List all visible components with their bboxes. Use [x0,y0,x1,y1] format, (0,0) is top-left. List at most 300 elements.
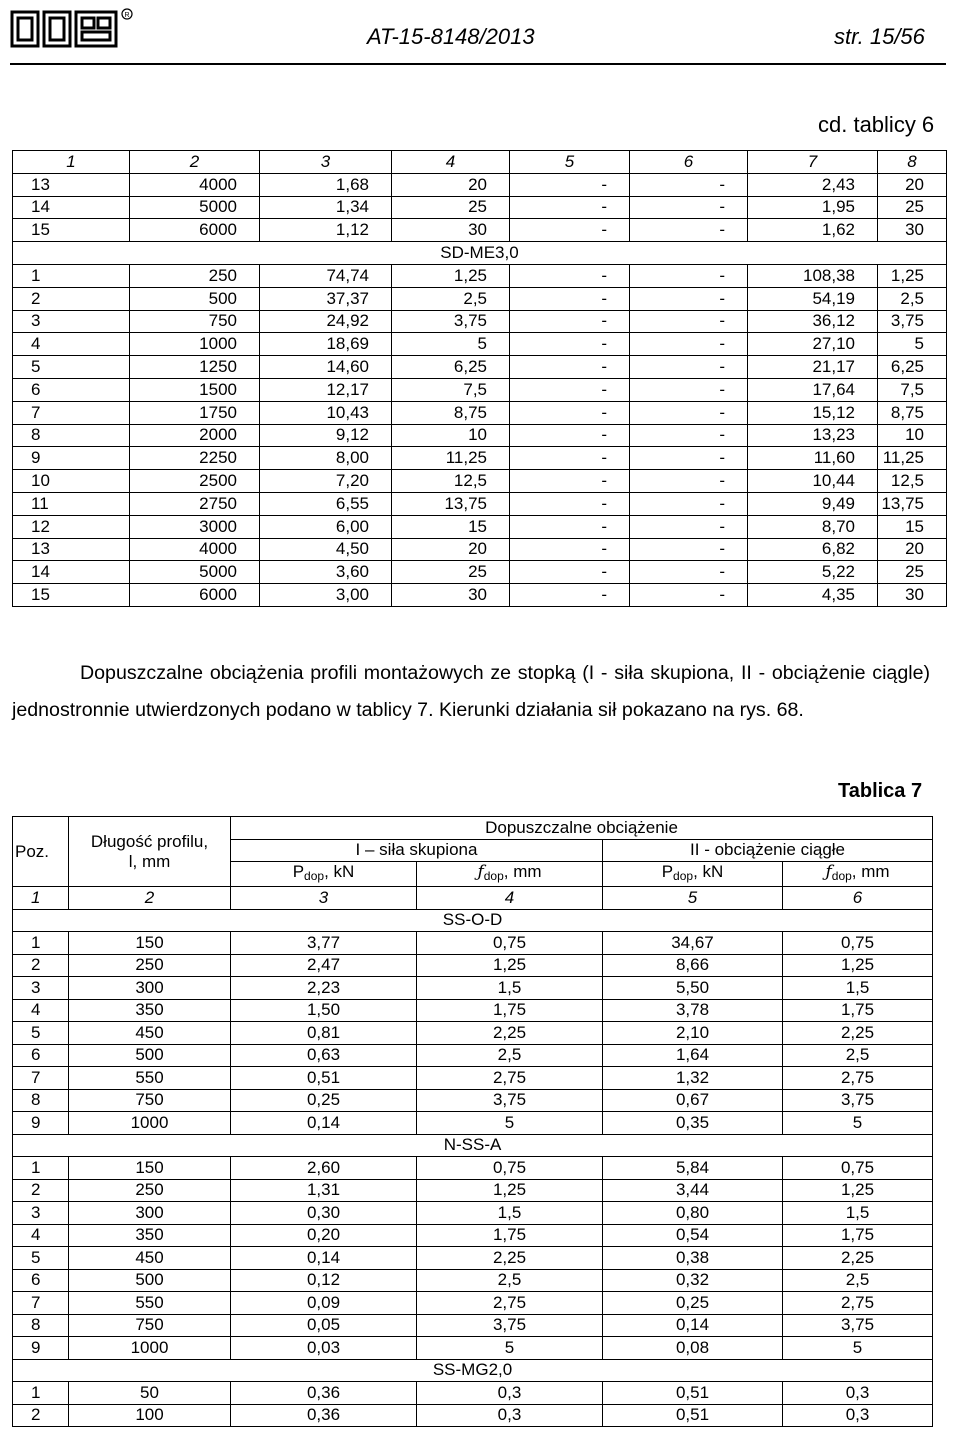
table-cell: 13,75 [392,492,510,515]
table-cell: 1 [13,1382,69,1405]
table-cell: 20 [392,538,510,561]
table-cell: 2,75 [783,1067,933,1090]
table-cell: 0,75 [783,1157,933,1180]
column-number: 6 [630,151,748,174]
section-row [13,909,933,932]
table-cell: 100 [69,1404,231,1427]
section-row [13,1359,933,1382]
table-cell: 8,75 [392,401,510,424]
table-cell: 6000 [130,584,260,607]
table-cell: 7 [13,401,130,424]
table-cell: 3,78 [603,999,783,1022]
table-cell: 74,74 [260,264,392,287]
table-cell: 15 [13,584,130,607]
table-cell: 450 [69,1022,231,1045]
table-cell: 1,34 [260,196,392,219]
table-row [13,584,947,607]
table-cell: 8,66 [603,954,783,977]
table-cell: 1,50 [231,999,417,1022]
table-row [13,401,947,424]
table-cell: 0,51 [603,1404,783,1427]
table-cell: 15 [392,515,510,538]
svg-text:R: R [124,11,130,19]
table-cell: 5,50 [603,977,783,1000]
table-cell: 3,75 [783,1314,933,1337]
table-row [13,1179,933,1202]
table-cell: 5 [417,1112,603,1135]
table-cell: 2 [13,954,69,977]
table-cell: 1750 [130,401,260,424]
table-cell: 0,30 [231,1202,417,1225]
table-cell: - [510,333,630,356]
table-cell: 14 [13,196,130,219]
table-cell: 17,64 [748,378,878,401]
table-cell: 8 [13,1089,69,1112]
section-title: N-SS-A [13,1134,933,1157]
table-cell: - [630,264,748,287]
table-cell: 13 [13,538,130,561]
table-row [13,333,947,356]
table-cell: 2,5 [392,287,510,310]
table-cell: 0,3 [417,1382,603,1405]
table-cell: 3,44 [603,1179,783,1202]
table-cell: - [510,515,630,538]
table-cell: 36,12 [748,310,878,333]
section-row [13,1134,933,1157]
table-cell: 1,25 [417,1179,603,1202]
table-cell: 1000 [69,1112,231,1135]
column-header-point-load: I – siła skupiona [231,839,603,862]
table-cell: 1,25 [783,1179,933,1202]
table-cell: 3,77 [231,932,417,955]
table-cell: 7,20 [260,470,392,493]
table-cell: 1250 [130,356,260,379]
table-cell: 30 [392,584,510,607]
table-cell: 6,82 [748,538,878,561]
table-cell: - [510,196,630,219]
column-number-row [13,151,947,174]
table-cell: 500 [130,287,260,310]
table-cell: 500 [69,1269,231,1292]
table-cell: - [510,424,630,447]
column-number: 5 [603,887,783,910]
table-cell: 0,75 [417,1157,603,1180]
table-cell: 12,5 [878,470,947,493]
table-cell: 0,20 [231,1224,417,1247]
table-cell: 4 [13,999,69,1022]
table-cell: 2,60 [231,1157,417,1180]
column-number: 2 [69,887,231,910]
table-cell: 3,75 [392,310,510,333]
table-cell: 11 [13,492,130,515]
table-row [13,538,947,561]
table-cell: 10 [392,424,510,447]
table-cell: 2,5 [417,1269,603,1292]
table-cell: 3,60 [260,561,392,584]
table-cell: 2,5 [783,1044,933,1067]
table-cell: 2,25 [783,1247,933,1270]
section-title: SS-O-D [13,909,933,932]
table-cell: - [630,584,748,607]
table-cell: - [510,447,630,470]
table-cell: 27,10 [748,333,878,356]
column-header-distributed-load: II - obciążenie ciągłe [603,839,933,862]
table-cell: 0,14 [603,1314,783,1337]
table-cell: 350 [69,1224,231,1247]
table-cell: 1500 [130,378,260,401]
table-cell: 9,12 [260,424,392,447]
table-cell: - [630,173,748,196]
table-cell: - [510,310,630,333]
table-cell: 6,25 [392,356,510,379]
table-cell: 8 [13,424,130,447]
table-cell: 1,75 [783,999,933,1022]
table-cell: - [510,538,630,561]
table-cell: 0,3 [417,1404,603,1427]
header-divider [10,63,946,65]
table-cell: 4 [13,333,130,356]
table-row [13,1247,933,1270]
body-paragraph: Dopuszczalne obciążenia profili montażowych ze stopką (I - siła skupiona, II - obciążenie ciągle) jednostronnie utwierdzonych podano w tablicy 7. Kierunki działania sił pokazano na rys. 68. [12,662,930,721]
table-7-label: Tablica 7 [838,780,923,802]
table-cell: 9 [13,1112,69,1135]
table-cell: 5 [878,333,947,356]
table-cell: 750 [69,1314,231,1337]
table-cell: 5000 [130,196,260,219]
table-cell: - [510,219,630,242]
column-header-f-dop-1: $ƒ_{dop}$, mm [417,862,603,887]
table-cell: 0,03 [231,1337,417,1360]
table-cell: 0,14 [231,1112,417,1135]
table-row [13,378,947,401]
itb-logo [10,6,136,50]
table-cell: - [510,287,630,310]
table-cell: 12 [13,515,130,538]
table-row [13,219,947,242]
column-header-length: Długość profilu, l, mm [69,817,231,887]
table-cell: 2,75 [417,1067,603,1090]
table-cell: 1,5 [417,977,603,1000]
table-row [13,932,933,955]
table-cell: 5,22 [748,561,878,584]
table-row [13,173,947,196]
table-row [13,515,947,538]
table-cell: 7,5 [392,378,510,401]
table-cell: 6 [13,1044,69,1067]
table-cell: - [510,584,630,607]
table-cell: 0,14 [231,1247,417,1270]
table-cell: 1,62 [748,219,878,242]
table-cell: 0,51 [603,1382,783,1405]
table-cell: 20 [878,173,947,196]
table-cell: 5 [783,1337,933,1360]
table-cell: 4,50 [260,538,392,561]
table-cell: 0,63 [231,1044,417,1067]
table-cell: 1,25 [392,264,510,287]
column-header-allowed-load: Dopuszczalne obciążenie [231,817,933,840]
table-cell: 1,31 [231,1179,417,1202]
table-row [13,356,947,379]
table-cell: 450 [69,1247,231,1270]
table-cell: - [630,219,748,242]
table-row [13,447,947,470]
table-cell: 8,75 [878,401,947,424]
table-cell: 6,00 [260,515,392,538]
table-cell: - [630,470,748,493]
table-cell: 1,25 [878,264,947,287]
table-cell: 10 [13,470,130,493]
table-cell: 3 [13,977,69,1000]
table-cell: 25 [878,561,947,584]
table-cell: 15 [13,219,130,242]
table-row [13,1269,933,1292]
table-cell: 550 [69,1292,231,1315]
table-cell: 300 [69,977,231,1000]
table-cell: 2,5 [783,1269,933,1292]
table-cell: 0,08 [603,1337,783,1360]
table-cell: 0,51 [231,1067,417,1090]
table-cell: 9 [13,447,130,470]
column-number: 7 [748,151,878,174]
table-row [13,196,947,219]
column-number: 6 [783,887,933,910]
table-row [13,561,947,584]
table-cell: 37,37 [260,287,392,310]
table-cell: 5 [417,1337,603,1360]
table-cell: 13 [13,173,130,196]
column-number-row [13,887,933,910]
table-cell: 0,38 [603,1247,783,1270]
table-cell: 30 [878,219,947,242]
table-cell: 1,75 [417,999,603,1022]
table-cell: 1000 [69,1337,231,1360]
table-cell: 6000 [130,219,260,242]
column-number: 2 [130,151,260,174]
table-cell: 250 [69,1179,231,1202]
table-cell: 1,5 [783,1202,933,1225]
table-row [13,492,947,515]
table-cell: 250 [69,954,231,977]
table-cell: 8,70 [748,515,878,538]
table-cell: 10 [878,424,947,447]
table-row [13,1292,933,1315]
table-cell: - [630,492,748,515]
column-number: 3 [260,151,392,174]
table-cell: 0,05 [231,1314,417,1337]
table-cell: 14,60 [260,356,392,379]
table-cell: - [510,378,630,401]
table-cell: 0,25 [231,1089,417,1112]
table-cell: 1,5 [417,1202,603,1225]
table-cell: 3 [13,1202,69,1225]
table-cell: 1,64 [603,1044,783,1067]
table-cell: - [630,356,748,379]
table-cell: 6,55 [260,492,392,515]
column-header-p-dop-1: $P_{dop}$, kN [231,862,417,887]
table-cell: 3000 [130,515,260,538]
table-cell: 30 [392,219,510,242]
table-row [13,1404,933,1427]
table-cell: - [630,378,748,401]
table-cell: 5 [392,333,510,356]
table-cell: 2,75 [783,1292,933,1315]
table-row [13,287,947,310]
column-header-p-dop-2: $P_{dop}$, kN [603,862,783,887]
table-cell: 54,19 [748,287,878,310]
table-cell: 1,12 [260,219,392,242]
table-cell: 30 [878,584,947,607]
table-row [13,1022,933,1045]
column-number: 1 [13,151,130,174]
table-row [13,1382,933,1405]
table-cell: 1,75 [783,1224,933,1247]
table-cell: 0,54 [603,1224,783,1247]
table-cell: 9,49 [748,492,878,515]
column-header-f-dop-2: $ƒ_{dop}$, mm [783,862,933,887]
column-number: 4 [417,887,603,910]
table-cell: 1 [13,1157,69,1180]
table-cell: - [630,515,748,538]
table-cell: 0,35 [603,1112,783,1135]
table-cell: 1 [13,264,130,287]
table-cell: 0,81 [231,1022,417,1045]
table-cell: 2000 [130,424,260,447]
table-cell: 750 [130,310,260,333]
section-title: SS-MG2,0 [13,1359,933,1382]
table-cell: 4000 [130,538,260,561]
table-cell: 14 [13,561,130,584]
table-row [13,1314,933,1337]
table-cell: - [630,538,748,561]
table-cell: 5000 [130,561,260,584]
table-cell: 0,36 [231,1404,417,1427]
table-cell: 20 [878,538,947,561]
table-cell: 5 [13,356,130,379]
table-cell: 1,25 [417,954,603,977]
table-cell: 0,75 [783,932,933,955]
column-number: 5 [510,151,630,174]
table-row [13,999,933,1022]
table-cell: 5 [783,1112,933,1135]
table-cell: 5 [13,1247,69,1270]
table-row [13,1112,933,1135]
table-row [13,1202,933,1225]
page-header [0,0,960,64]
table-6 [12,150,947,607]
table-cell: - [630,424,748,447]
table-cell: 10,43 [260,401,392,424]
table-cell: 0,3 [783,1382,933,1405]
table-cell: 20 [392,173,510,196]
table-cell: 15 [878,515,947,538]
table-cell: - [510,401,630,424]
table-cell: 11,25 [392,447,510,470]
table-cell: 1,5 [783,977,933,1000]
table-cell: 24,92 [260,310,392,333]
table-cell: 750 [69,1089,231,1112]
section-title: SD-ME3,0 [13,242,947,265]
table-cell: - [630,196,748,219]
table-row [13,1067,933,1090]
table-cell: 5 [13,1022,69,1045]
page-number: str. 15/56 [834,24,925,49]
table-cell: 0,12 [231,1269,417,1292]
table-cell: 13,75 [878,492,947,515]
table-row [13,977,933,1000]
section-row [13,242,947,265]
table-cell: 2,25 [417,1022,603,1045]
table-cell: 50 [69,1382,231,1405]
table-cell: 2,5 [417,1044,603,1067]
table-cell: 1,75 [417,1224,603,1247]
table-cell: 9 [13,1337,69,1360]
table-cell: 1,68 [260,173,392,196]
table-cell: 0,25 [603,1292,783,1315]
table-cell: - [630,333,748,356]
table-cell: 6,25 [878,356,947,379]
table-cell: - [510,173,630,196]
table-cell: 1,25 [783,954,933,977]
table-cell: 11,60 [748,447,878,470]
table-row [13,264,947,287]
table-row [13,424,947,447]
table-cell: 4000 [130,173,260,196]
table-cell: 350 [69,999,231,1022]
table-row [13,470,947,493]
table-cell: 2750 [130,492,260,515]
column-number: 8 [878,151,947,174]
table-cell: 0,67 [603,1089,783,1112]
table-cell: 34,67 [603,932,783,955]
table-cell: 13,23 [748,424,878,447]
table-cell: 2,43 [748,173,878,196]
table-cell: 1,95 [748,196,878,219]
table-cell: 12,17 [260,378,392,401]
table-cell: 7 [13,1292,69,1315]
table-cell: 2,25 [417,1247,603,1270]
table-cell: 500 [69,1044,231,1067]
table-cell: 1 [13,932,69,955]
table-cell: 2 [13,287,130,310]
table-cell: - [510,470,630,493]
table-cell: - [510,264,630,287]
table-cell: 0,80 [603,1202,783,1225]
table-7 [12,816,933,1427]
table-cell: 0,32 [603,1269,783,1292]
table-cell: 0,75 [417,932,603,955]
table-cell: 4,35 [748,584,878,607]
column-number: 4 [392,151,510,174]
table-cell: 0,36 [231,1382,417,1405]
table-row [13,1089,933,1112]
column-header-poz: Poz. [13,817,69,887]
table-cell: 4 [13,1224,69,1247]
column-number: 3 [231,887,417,910]
table-cell: 0,09 [231,1292,417,1315]
table-cell: - [630,447,748,470]
table-cell: 25 [392,561,510,584]
table-cell: 550 [69,1067,231,1090]
table-cell: 150 [69,932,231,955]
table-cell: 7 [13,1067,69,1090]
column-number: 1 [13,887,69,910]
table-cell: 2,47 [231,954,417,977]
table-cell: 300 [69,1202,231,1225]
table-cell: 3,75 [783,1089,933,1112]
table-cell: 10,44 [748,470,878,493]
table-row [13,1044,933,1067]
table-cell: 3,75 [878,310,947,333]
